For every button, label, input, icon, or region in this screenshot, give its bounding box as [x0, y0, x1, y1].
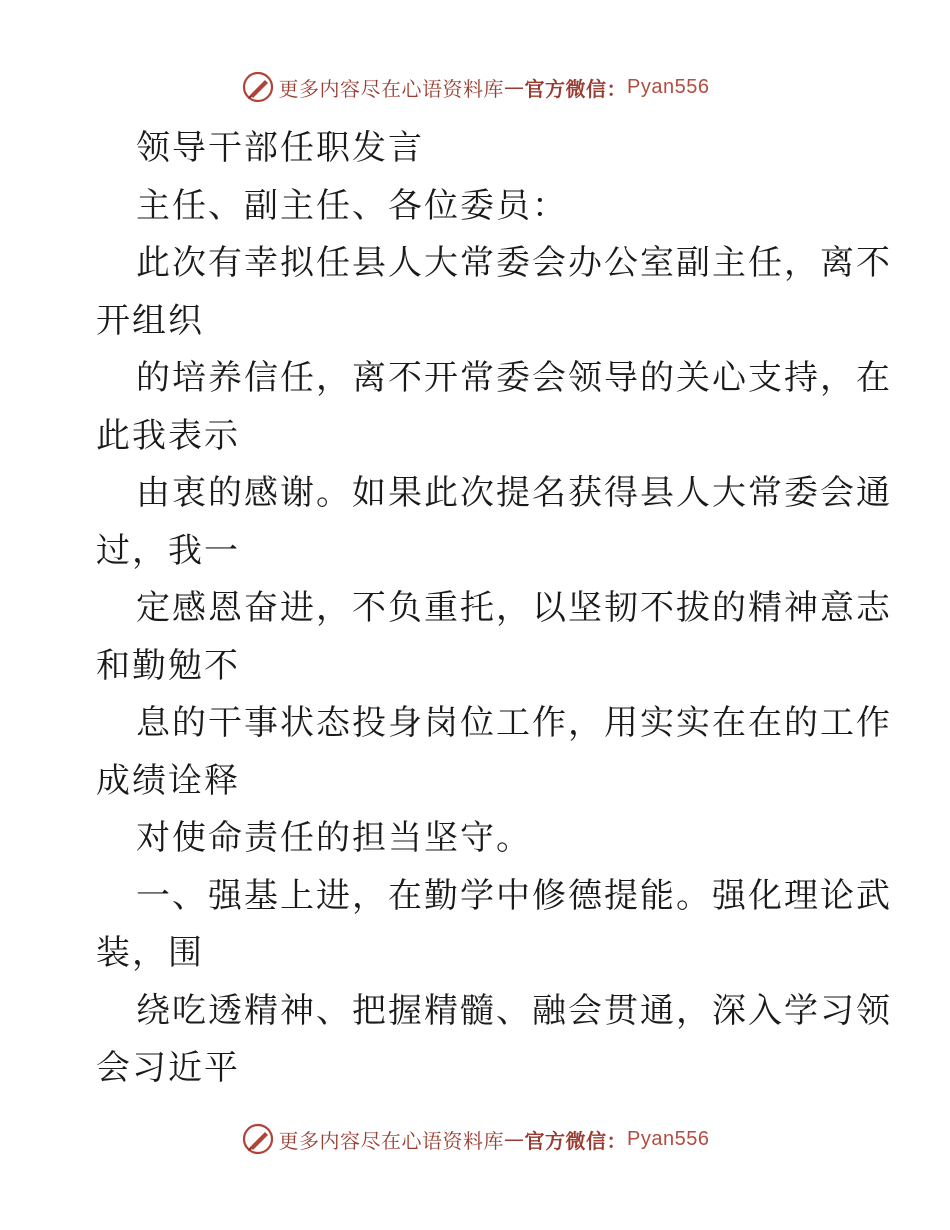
watermark-separator: —	[504, 1127, 525, 1151]
document-body	[96, 120, 892, 1098]
pen-seal-icon	[241, 70, 275, 104]
watermark-wechat-label: 官方微信：	[524, 76, 628, 101]
text-line: 此次有幸拟任县人大常委会办公室副主任，离不	[136, 243, 892, 283]
pen-seal-icon	[241, 1122, 275, 1156]
text-line: 一、强基上进，在勤学中修德提能。强化理论武	[136, 875, 892, 916]
watermark-wechat-id: Pyan556	[627, 1127, 710, 1150]
text-line: 成绩诠释	[96, 760, 240, 801]
watermark-text: 更多内容尽在心语资料库	[278, 1128, 505, 1153]
text-line: 开组织	[96, 300, 204, 341]
watermark-separator: —	[504, 75, 525, 99]
text-line: 绕吃透精神、把握精髓、融会贯通，深入学习领	[136, 990, 892, 1031]
watermark-footer	[0, 1122, 950, 1156]
text-line: 对使命责任的担当坚守。	[136, 818, 532, 858]
text-line: 和勤勉不	[96, 645, 240, 686]
text-line: 主任、副主任、各位委员：	[136, 185, 568, 226]
text-line: 定感恩奋进，不负重托，以坚韧不拔的精神意志	[136, 588, 892, 628]
watermark-wechat-id: Pyan556	[627, 75, 710, 98]
text-line: 装，围	[96, 933, 204, 973]
text-line: 由衷的感谢。如果此次提名获得县人大常委会通	[136, 473, 892, 513]
text-line: 的培养信任，离不开常委会领导的关心支持，在	[136, 358, 892, 398]
text-line: 领导干部任职发言	[136, 128, 424, 168]
text-line: 此我表示	[96, 415, 240, 456]
watermark-header	[0, 70, 950, 104]
text-line: 会习近平	[96, 1048, 240, 1088]
text-line: 过，我一	[96, 530, 240, 571]
text-line: 息的干事状态投身岗位工作，用实实在在的工作	[136, 703, 892, 743]
watermark-text: 更多内容尽在心语资料库	[278, 76, 505, 101]
watermark-wechat-label: 官方微信：	[524, 1128, 628, 1153]
